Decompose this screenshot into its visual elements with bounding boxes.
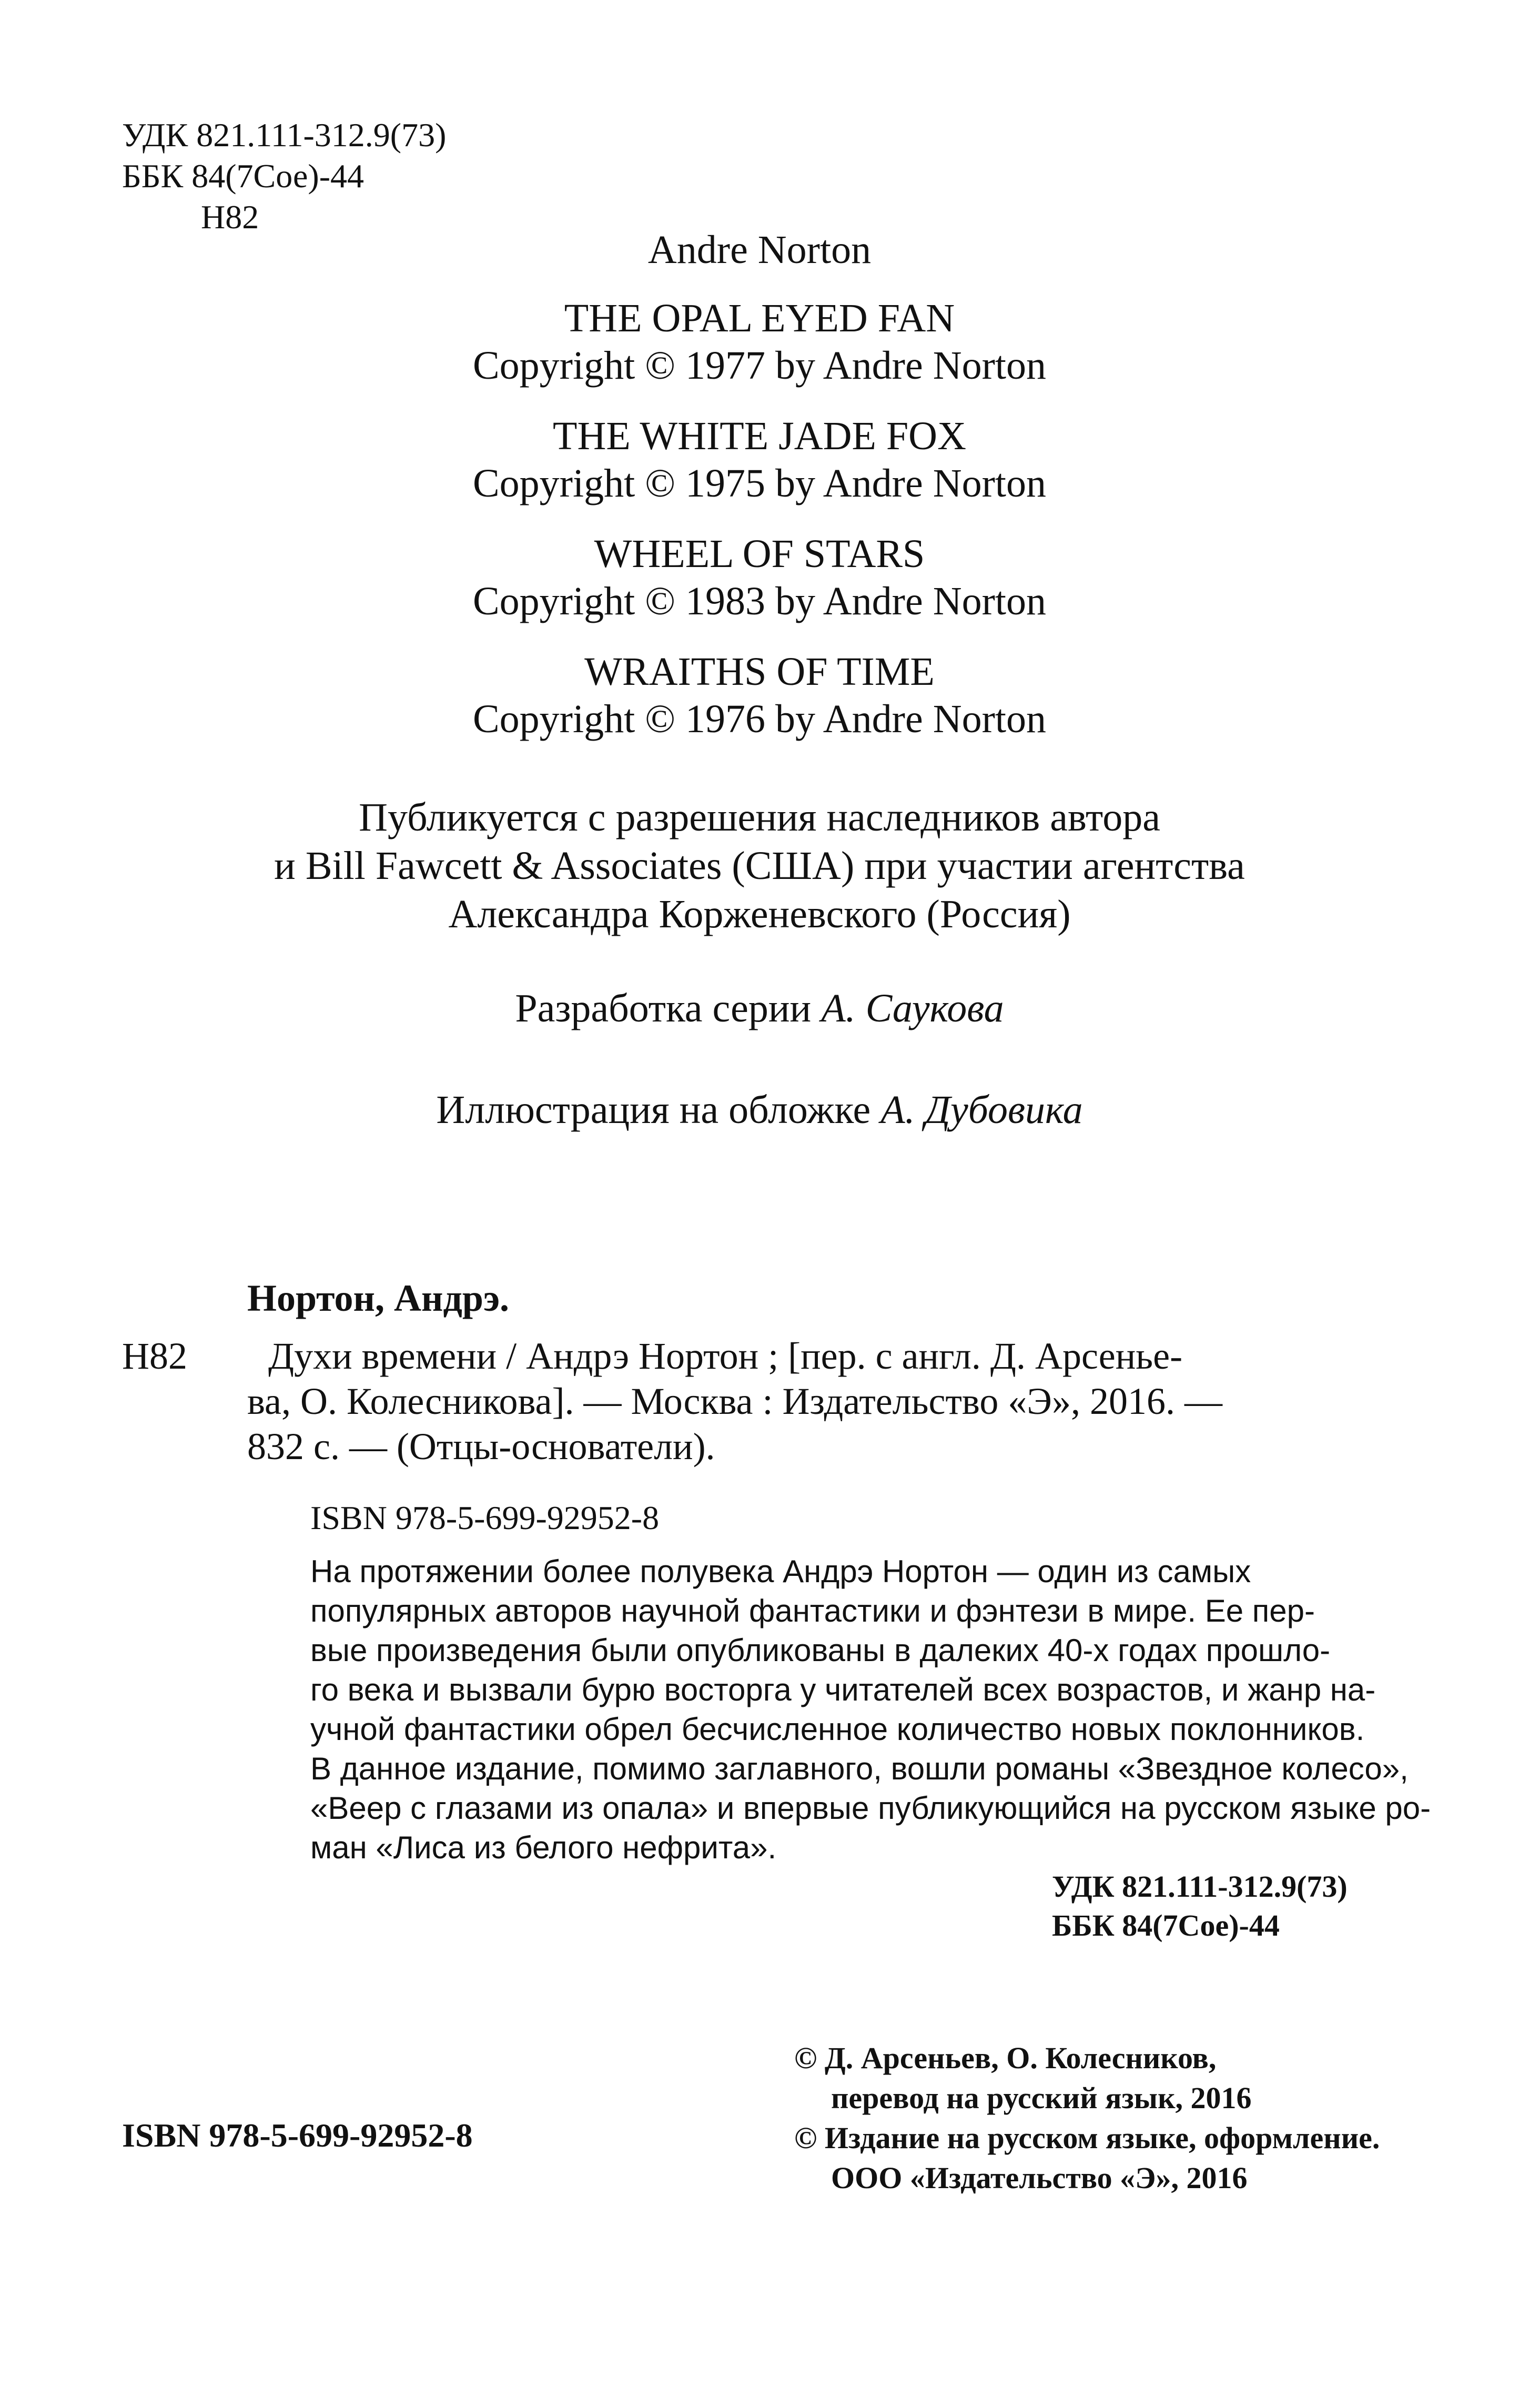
work-copyright: Copyright © 1976 by Andre Norton [472, 697, 1046, 741]
translation-copyright-line: перевод на русский язык, 2016 [831, 2081, 1252, 2115]
catalog-description-line: 832 с. — (Отцы-основатели). [247, 1425, 715, 1468]
annotation-udk: УДК 821.111-312.9(73) [1052, 1869, 1348, 1904]
annotation-classification [1052, 1867, 1348, 1945]
annotation-line: На протяжении более полувека Андрэ Нортон — один из самых [310, 1554, 1251, 1589]
classification-codes [122, 115, 446, 238]
series-credit-name: А. Саукова [821, 986, 1004, 1030]
annotation-line: популярных авторов научной фантастики и фэнтези в мире. Ее пер- [310, 1593, 1315, 1628]
annotation-text [310, 1552, 1431, 1867]
work-title: WRAITHS OF TIME [584, 650, 935, 694]
work-copyright: Copyright © 1983 by Andre Norton [472, 579, 1046, 623]
author-mark: Н82 [201, 198, 259, 236]
copyright-notices [794, 2038, 1380, 2198]
permission-line: Публикуется с разрешения наследников автора [359, 795, 1160, 839]
work-title: WHEEL OF STARS [594, 532, 925, 576]
isbn-bottom: ISBN 978-5-699-92952-8 [122, 2117, 473, 2154]
permission-line: Александра Корженевского (Россия) [448, 892, 1071, 936]
work-title: THE OPAL EYED FAN [564, 296, 955, 340]
series-credit [0, 985, 1519, 1032]
annotation-bbk: ББК 84(7Сое)-44 [1052, 1908, 1280, 1942]
catalog-description-line: Духи времени / Андрэ Нортон ; [пер. с англ. Д. Арсенье- [268, 1335, 1183, 1377]
permission-line: и Bill Fawcett & Associates (США) при участии агентства [274, 844, 1245, 888]
work-copyright: Copyright © 1975 by Andre Norton [472, 461, 1046, 505]
illustration-credit-prefix: Иллюстрация на обложке [436, 1088, 871, 1132]
catalog-description [247, 1333, 1362, 1469]
annotation-line: В данное издание, помимо заглавного, вошли романы «Звездное колесо», [310, 1751, 1409, 1786]
edition-copyright-line: © Издание на русском языке, оформление. [794, 2121, 1380, 2155]
catalog-description-line: ва, О. Колесникова]. — Москва : Издательство «Э», 2016. — [247, 1380, 1222, 1422]
illustration-credit-name: А. Дубовика [880, 1088, 1083, 1132]
translation-copyright-line: © Д. Арсеньев, О. Колесников, [794, 2041, 1217, 2075]
work-item [0, 412, 1519, 507]
work-title: THE WHITE JADE FOX [553, 414, 966, 458]
catalog-isbn: ISBN 978-5-699-92952-8 [310, 1499, 660, 1536]
work-item [0, 295, 1519, 389]
illustration-credit [0, 1086, 1519, 1134]
annotation-line: го века и вызвали бурю восторга у читателей всех возрастов, и жанр на- [310, 1672, 1376, 1707]
work-copyright: Copyright © 1977 by Andre Norton [472, 343, 1046, 388]
works-list [0, 295, 1519, 766]
work-item [0, 530, 1519, 625]
bbk-code: ББК 84(7Сое)-44 [122, 157, 364, 195]
catalog-author: Нортон, Андрэ. [247, 1277, 510, 1319]
udk-code: УДК 821.111-312.9(73) [122, 116, 447, 154]
permission-notice [0, 793, 1519, 938]
annotation-line: ман «Лиса из белого нефрита». [310, 1830, 777, 1865]
series-credit-prefix: Разработка серии [515, 986, 812, 1030]
author-name-english: Andre Norton [647, 228, 872, 272]
work-item [0, 648, 1519, 743]
edition-copyright-line: ООО «Издательство «Э», 2016 [831, 2161, 1248, 2195]
annotation-line: учной фантастики обрел бесчисленное количество новых поклонников. [310, 1712, 1365, 1747]
catalog-author-mark: Н82 [122, 1335, 187, 1377]
annotation-line: «Веер с глазами из опала» и впервые публикующийся на русском языке ро- [310, 1790, 1431, 1826]
annotation-line: вые произведения были опубликованы в далеких 40-х годах прошло- [310, 1633, 1331, 1668]
